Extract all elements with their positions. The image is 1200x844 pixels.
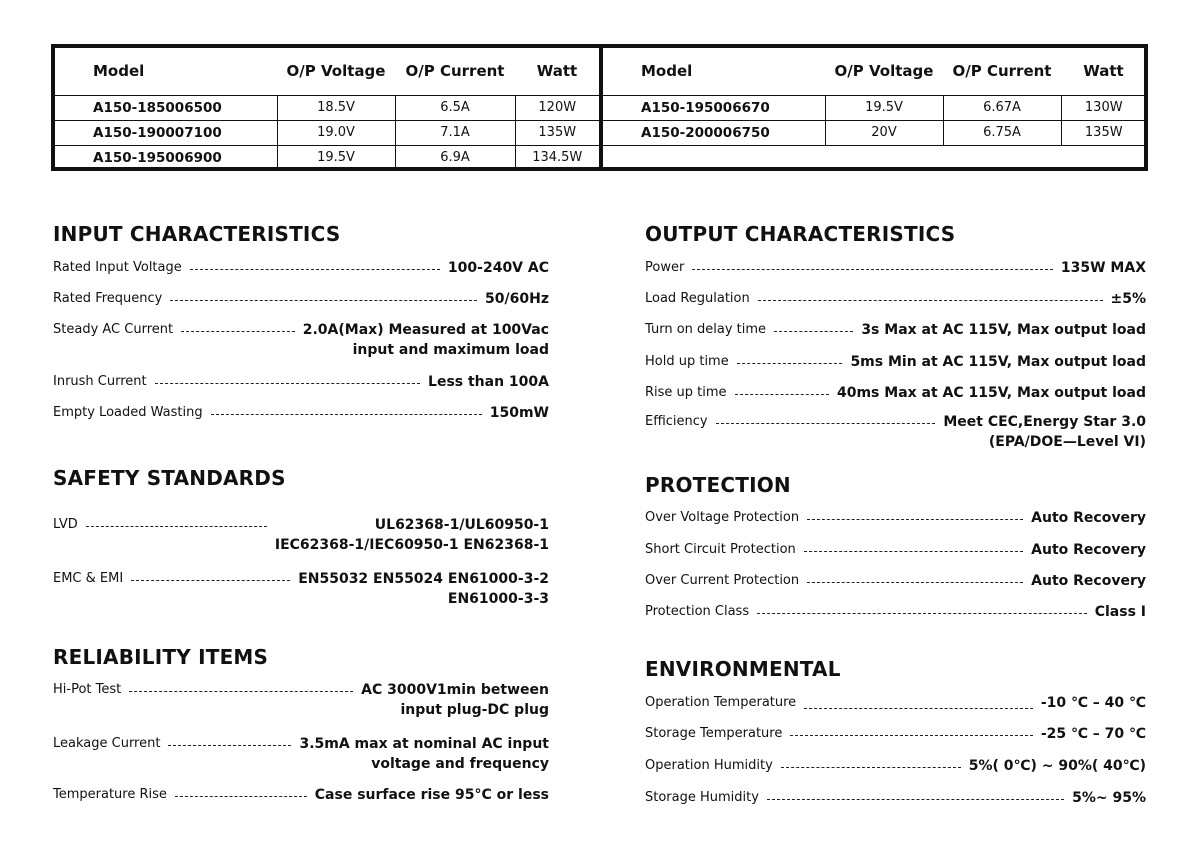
header-watt: Watt: [1061, 48, 1146, 95]
spec-row-hi-pot-test: [53, 680, 549, 720]
spec-row-over-current: [645, 571, 1146, 591]
cell-watt: 135W: [1061, 120, 1146, 145]
leader-dots: [774, 320, 853, 332]
spec-value: -10 ℃ – 40 ℃: [1040, 695, 1146, 711]
spec-row-protection-class: [645, 602, 1146, 622]
spec-row-emc-emi: [53, 569, 549, 609]
header-current: O/P Current: [943, 48, 1061, 95]
spec-value: Auto Recovery: [1031, 510, 1146, 526]
leader-dots: [807, 571, 1023, 583]
spec-label: LVD: [53, 517, 78, 532]
spec-label: Rise up time: [645, 385, 727, 400]
spec-value: 2.0A(Max) Measured at 100Vac input and maximum load: [302, 322, 549, 358]
cell-model: A150-190007100: [55, 120, 277, 145]
leader-dots: [155, 372, 420, 384]
spec-row-hold-up-time: [645, 352, 1146, 372]
cell-current: 7.1A: [395, 120, 515, 145]
header-watt: Watt: [515, 48, 601, 95]
spec-row-temperature-rise: [53, 785, 549, 805]
spec-value: 40ms Max at AC 115V, Max output load: [836, 385, 1146, 401]
leader-dots: [170, 289, 477, 301]
spec-label: Empty Loaded Wasting: [53, 405, 203, 420]
spec-row-operation-humidity: [645, 756, 1146, 776]
spec-label: Efficiency: [645, 414, 708, 429]
spec-row-operation-temperature: [645, 693, 1146, 713]
leader-dots: [807, 508, 1023, 520]
spec-row-lvd: [53, 515, 549, 555]
leader-dots: [781, 756, 961, 768]
spec-value: Class I: [1094, 604, 1146, 620]
spec-value: Auto Recovery: [1031, 542, 1146, 558]
cell-voltage: 18.5V: [277, 95, 395, 120]
protection-title: PROTECTION: [645, 473, 791, 497]
spec-value: 3s Max at AC 115V, Max output load: [861, 322, 1146, 338]
environmental-title: ENVIRONMENTAL: [645, 657, 841, 681]
safety-standards-title: SAFETY STANDARDS: [53, 466, 286, 490]
header-model: Model: [603, 48, 825, 95]
cell-model: A150-195006670: [603, 95, 825, 120]
leader-dots: [211, 403, 482, 415]
spec-label: Operation Temperature: [645, 695, 797, 710]
spec-value: Case surface rise 95°C or less: [314, 787, 549, 803]
cell-current: 6.67A: [943, 95, 1061, 120]
reliability-items-title: RELIABILITY ITEMS: [53, 645, 269, 669]
leader-dots: [767, 788, 1064, 800]
spec-row-storage-humidity: [645, 788, 1146, 808]
input-characteristics-title: INPUT CHARACTERISTICS: [53, 222, 341, 246]
cell-watt: 135W: [515, 120, 601, 145]
spec-value: AC 3000V1min between input plug-DC plug: [361, 682, 549, 718]
leader-dots: [716, 412, 936, 424]
leader-dots: [181, 320, 295, 332]
leader-dots: [86, 515, 267, 527]
leader-dots: [737, 352, 843, 364]
cell-voltage: 19.5V: [825, 95, 943, 120]
spec-value: 5%~ 95%: [1072, 790, 1146, 806]
leader-dots: [804, 693, 1033, 709]
spec-row-efficiency: [645, 412, 1146, 452]
spec-value: UL62368-1/UL60950-1 IEC62368-1/IEC60950-1 EN62368-1: [274, 517, 549, 553]
spec-row-over-voltage: [645, 508, 1146, 528]
spec-label: Load Regulation: [645, 291, 750, 306]
spec-label: Turn on delay time: [645, 322, 767, 337]
header-model: Model: [55, 48, 277, 95]
spec-row-inrush-current: [53, 372, 549, 392]
leader-dots: [168, 734, 291, 746]
left-column: [53, 0, 549, 844]
spec-row-rise-up-time: [645, 383, 1146, 403]
spec-row-power: [645, 258, 1146, 278]
spec-value: 50/60Hz: [485, 291, 549, 307]
spec-row-rated-input-voltage: [53, 258, 549, 278]
spec-label: Rated Frequency: [53, 291, 163, 306]
spec-value: Auto Recovery: [1031, 573, 1146, 589]
spec-value: Less than 100A: [428, 374, 549, 390]
spec-value: ±5%: [1110, 291, 1146, 307]
spec-label: Operation Humidity: [645, 758, 773, 773]
header-current: O/P Current: [395, 48, 515, 95]
spec-label: Power: [645, 260, 685, 275]
leader-dots: [190, 258, 440, 270]
cell-model: A150-195006900: [55, 145, 277, 170]
right-column: [645, 0, 1146, 844]
cell-voltage: 20V: [825, 120, 943, 145]
spec-value: 5%( 0℃) ~ 90%( 40℃): [968, 758, 1146, 774]
spec-label: Rated Input Voltage: [53, 260, 182, 275]
spec-label: Over Current Protection: [645, 573, 800, 588]
spec-label: Over Voltage Protection: [645, 510, 800, 525]
spec-row-turn-on-delay: [645, 320, 1146, 340]
leader-dots: [175, 785, 307, 797]
spec-value: Meet CEC,Energy Star 3.0 (EPA/DOE—Level VI): [943, 414, 1146, 450]
spec-label: Inrush Current: [53, 374, 147, 389]
cell-current: 6.75A: [943, 120, 1061, 145]
spec-row-load-regulation: [645, 289, 1146, 309]
leader-dots: [129, 680, 353, 692]
spec-value: 5ms Min at AC 115V, Max output load: [850, 354, 1146, 370]
spec-value: -25 ℃ – 70 ℃: [1040, 726, 1146, 742]
spec-row-storage-temperature: [645, 724, 1146, 744]
output-characteristics-title: OUTPUT CHARACTERISTICS: [645, 222, 956, 246]
spec-row-steady-ac-current: [53, 320, 549, 360]
cell-watt: 134.5W: [515, 145, 601, 170]
spec-label: Leakage Current: [53, 736, 161, 751]
spec-label: Hi-Pot Test: [53, 682, 122, 697]
leader-dots: [692, 258, 1053, 270]
cell-current: 6.9A: [395, 145, 515, 170]
spec-label: Storage Temperature: [645, 726, 783, 741]
cell-voltage: 19.5V: [277, 145, 395, 170]
cell-watt: 130W: [1061, 95, 1146, 120]
spec-value: 150mW: [489, 405, 549, 421]
cell-current: 6.5A: [395, 95, 515, 120]
cell-voltage: 19.0V: [277, 120, 395, 145]
spec-row-rated-frequency: [53, 289, 549, 309]
cell-watt: 120W: [515, 95, 601, 120]
header-voltage: O/P Voltage: [825, 48, 943, 95]
spec-label: Steady AC Current: [53, 322, 174, 337]
spec-label: EMC & EMI: [53, 571, 124, 586]
cell-model: A150-185006500: [55, 95, 277, 120]
header-voltage: O/P Voltage: [277, 48, 395, 95]
spec-value: 135W MAX: [1060, 260, 1146, 276]
spec-row-short-circuit: [645, 540, 1146, 560]
spec-value: 3.5mA max at nominal AC input voltage and frequency: [299, 736, 549, 772]
leader-dots: [790, 724, 1032, 736]
spec-value: 100-240V AC: [447, 260, 549, 276]
spec-label: Temperature Rise: [53, 787, 167, 802]
spec-label: Short Circuit Protection: [645, 542, 796, 557]
spec-label: Protection Class: [645, 604, 750, 619]
leader-dots: [735, 383, 829, 395]
spec-label: Storage Humidity: [645, 790, 759, 805]
cell-model: A150-200006750: [603, 120, 825, 145]
leader-dots: [804, 540, 1023, 552]
spec-value: EN55032 EN55024 EN61000-3-2 EN61000-3-3: [298, 571, 549, 607]
leader-dots: [757, 602, 1087, 614]
spec-row-leakage-current: [53, 734, 549, 774]
leader-dots: [758, 289, 1103, 301]
spec-label: Hold up time: [645, 354, 729, 369]
spec-row-empty-loaded-wasting: [53, 403, 549, 423]
leader-dots: [131, 569, 290, 581]
